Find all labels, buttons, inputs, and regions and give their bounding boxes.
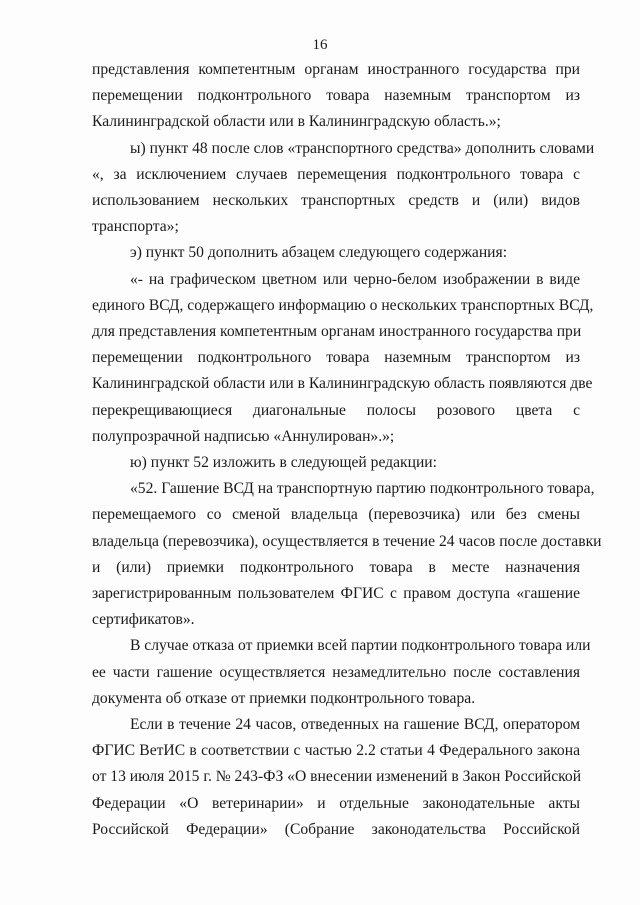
text-line: Калининградской области или в Калининградскую область.»; — [92, 113, 501, 131]
text-line: Если в течение 24 часов, отведенных на гашение ВСД, оператором — [130, 716, 580, 734]
paragraph-quote-50 — [92, 267, 594, 450]
text-line: перекрещивающиеся диагональные полосы розового цвета с — [92, 401, 580, 419]
text-line: перемещаемого со сменой владельца (перевозчика) или без смены — [92, 506, 580, 524]
text-line: полупрозрачной надписью «Аннулирован».»; — [92, 427, 395, 445]
text-line: использованием нескольких транспортных средств и (или) видов — [92, 192, 580, 210]
text-line: от 13 июля 2015 г. № 243-ФЗ «О внесении изменений в Закон Российской — [92, 768, 582, 786]
text-line: Федерации «О ветеринарии» и отдельные законодательные акты — [92, 794, 580, 812]
text-line: представления компетентным органам иностранного государства при — [92, 61, 580, 78]
text-line: документа об отказе от приемки подконтрольного товара. — [92, 689, 476, 707]
paragraph-item-e — [92, 240, 580, 266]
text-line: э) пункт 50 дополнить абзацем следующего содержания: — [130, 244, 508, 262]
text-line: транспорта»; — [92, 218, 179, 236]
text-line: Калининградской области или в Калининградскую область появляются две — [92, 375, 593, 393]
text-line: единого ВСД, содержащего информацию о нескольких транспортных ВСД, — [92, 296, 594, 314]
text-line: ы) пункт 48 после слов «транспортного средства» дополнить словами — [130, 139, 595, 157]
text-line: ФГИС ВетИС в соответствии с частью 2.2 статьи 4 Федерального закона — [92, 742, 580, 760]
text-line: «52. Гашение ВСД на транспортную партию подконтрольного товара, — [130, 480, 595, 498]
text-line: владельца (перевозчика), осуществляется в течение 24 часов после доставки — [92, 532, 602, 550]
text-line: перемещении подконтрольного товара наземным транспортом из — [92, 87, 580, 105]
text-line: ее части гашение осуществляется незамедлительно после составления — [92, 663, 580, 681]
text-line: Российской Федерации» (Собрание законодательства Российской — [92, 820, 580, 838]
paragraph-if-within — [92, 712, 580, 843]
text-line: ю) пункт 52 изложить в следующей редакции: — [130, 454, 437, 472]
paragraph-item-y — [92, 136, 595, 241]
paragraph-refusal — [92, 633, 591, 712]
text-line: перемещении подконтрольного товара наземным транспортом из — [92, 349, 580, 367]
paragraph-item-yu — [92, 450, 580, 476]
paragraph-continuation — [92, 57, 580, 136]
text-line: «- на графическом цветном или черно-белом изображении в виде — [130, 270, 580, 288]
text-line: для представления компетентным органам иностранного государства при — [92, 323, 582, 341]
text-line: В случае отказа от приемки всей партии подконтрольного товара или — [130, 637, 591, 655]
text-line: сертификатов». — [92, 611, 195, 629]
page-number: 16 — [312, 37, 328, 53]
document-body — [92, 57, 602, 843]
paragraph-quote-52 — [92, 476, 602, 633]
text-line: и (или) приемки подконтрольного товара в месте назначения — [92, 558, 580, 576]
text-line: «, за исключением случаев перемещения подконтрольного товара с — [92, 165, 580, 183]
text-line: зарегистрированным пользователем ФГИС с правом доступа «гашение — [92, 585, 580, 603]
